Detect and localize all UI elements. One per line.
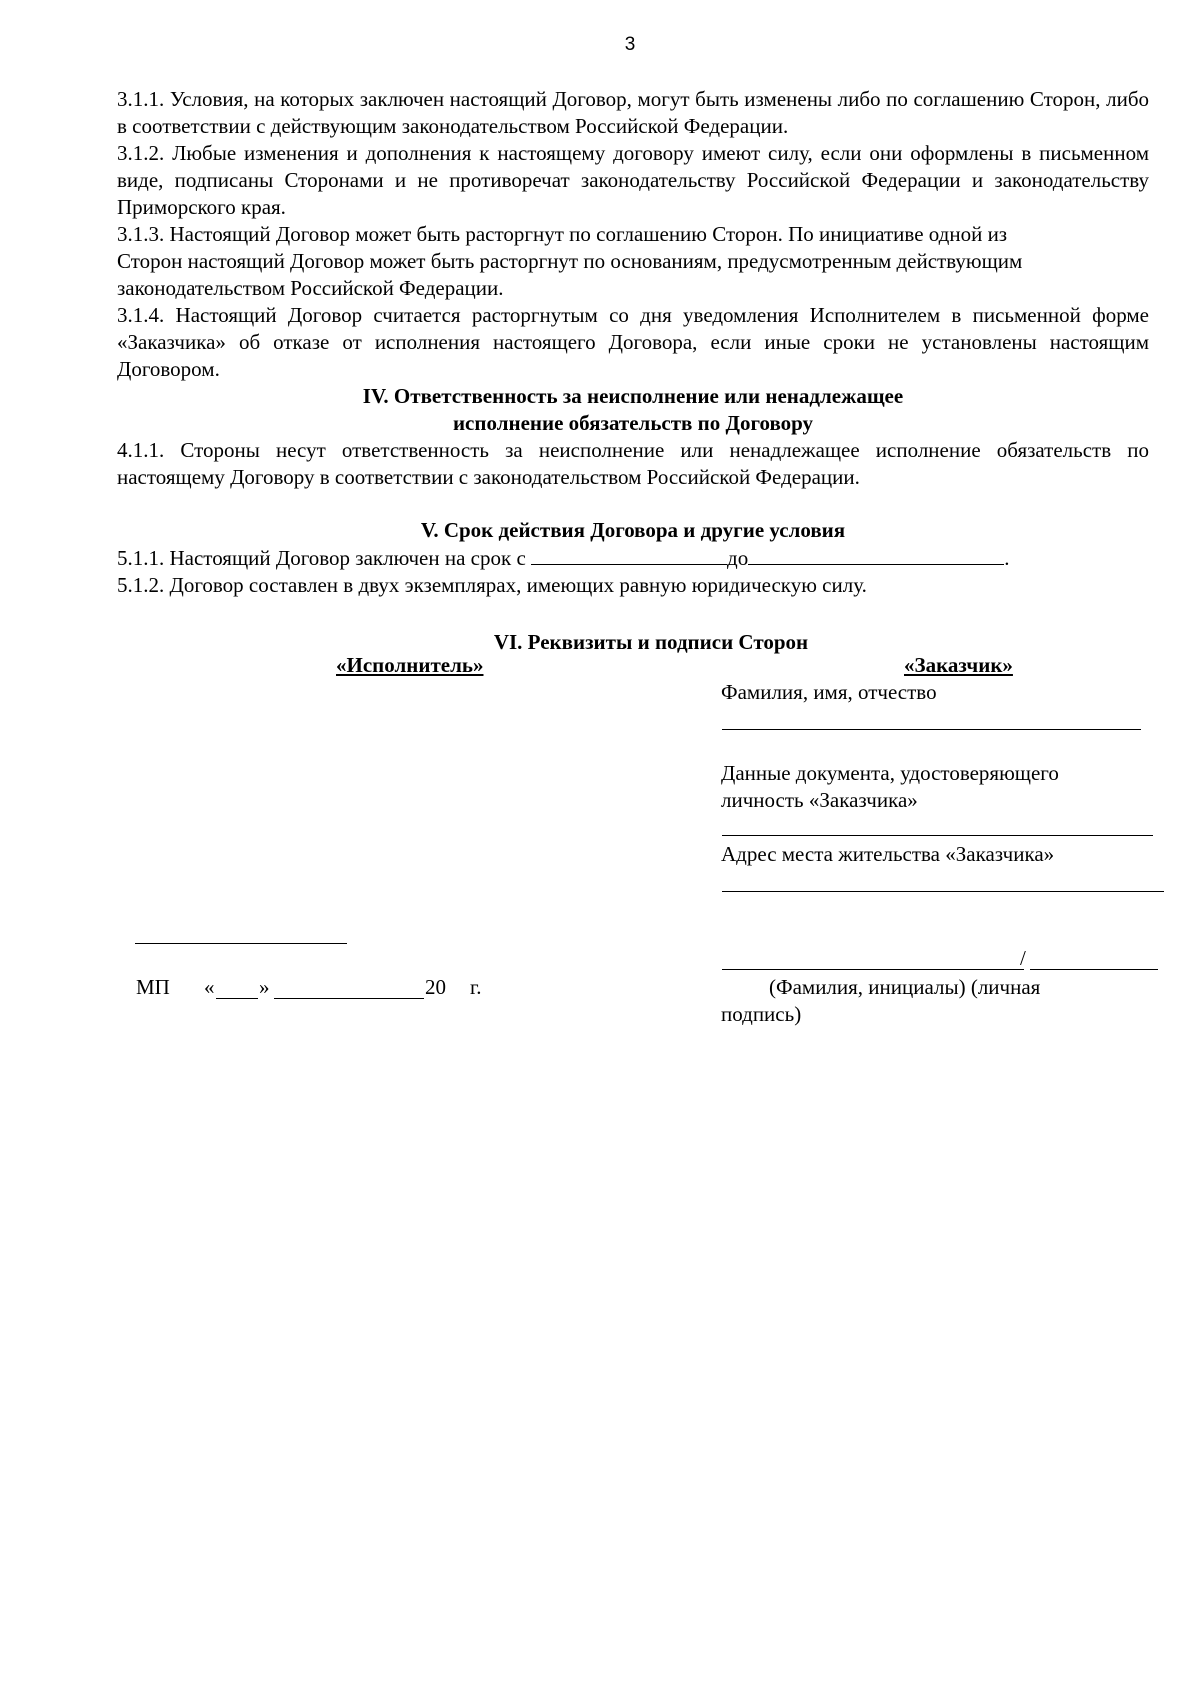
customer-label: «Заказчик» [904, 653, 1013, 677]
signature-caption-line2: подпись) [721, 1002, 802, 1026]
section-6-title: VI. Реквизиты и подписи Сторон [493, 630, 809, 654]
term-prefix: 5.1.1. Настоящий Договор заключен на срок с [117, 546, 526, 570]
section-4-title-line1: IV. Ответственность за неисполнение или ненадлежащее [362, 384, 904, 408]
clause-3-1-1: 3.1.1. Условия, на которых заключен настоящий Договор, могут быть изменены либо по соглашению Сторон, либо в соответствии с действующим законодательством Российской Федерации. [117, 87, 1149, 138]
date-close-quote: » [259, 975, 270, 999]
date-open-quote: « [204, 975, 215, 999]
signature-caption-line1: (Фамилия, инициалы) (личная [769, 975, 1041, 999]
spacer [117, 599, 1149, 629]
address-label: Адрес места жительства «Заказчика» [721, 842, 1055, 866]
date-day-blank[interactable] [216, 998, 258, 999]
section-5-title: V. Срок действия Договора и другие условия [420, 518, 846, 542]
fio-line[interactable] [722, 729, 1141, 730]
document-body [117, 86, 1149, 656]
page-number: 3 [624, 34, 636, 55]
date-month-blank[interactable] [274, 998, 424, 999]
stamp-mp: МП [136, 975, 170, 999]
clause-4-1-1: 4.1.1. Стороны несут ответственность за неисполнение или ненадлежащее исполнение обязательств по настоящему Договору в соответствии с законодательством Российской Федерации. [117, 438, 1149, 489]
clause-3-1-3-line1: 3.1.3. Настоящий Договор может быть расторгнут по соглашению Сторон. По инициативе одной из [117, 222, 1008, 246]
doc-line[interactable] [722, 835, 1153, 836]
clause-5-1-1 [117, 544, 1149, 572]
fio-label: Фамилия, имя, отчество [721, 680, 937, 704]
clause-3-1-2: 3.1.2. Любые изменения и дополнения к настоящему договору имеют силу, если они оформлены в письменном виде, подписаны Сторонами и не противоречат законодательству Российской Федерации и законодательству Приморского края. [117, 141, 1149, 219]
date-year-suffix: г. [470, 975, 482, 999]
term-mid: до [727, 546, 749, 570]
clause-3-1-3-line2: Сторон настоящий Договор может быть расторгнут по основаниям, предусмотренным действующим [117, 249, 1023, 273]
term-start-blank[interactable] [531, 544, 727, 565]
section-4-title-line2: исполнение обязательств по Договору [452, 411, 814, 435]
term-end: . [1004, 546, 1010, 570]
address-line[interactable] [722, 891, 1164, 892]
executor-label: «Исполнитель» [336, 653, 484, 677]
customer-signature-line[interactable] [1030, 969, 1158, 970]
date-year: 20 [425, 975, 446, 999]
clause-5-1-2: 5.1.2. Договор составлен в двух экземплярах, имеющих равную юридическую силу. [117, 573, 867, 597]
spacer [117, 491, 1149, 517]
customer-name-line[interactable] [722, 969, 1024, 970]
doc-label-line2: личность «Заказчика» [721, 788, 918, 812]
clause-3-1-3-line3: законодательством Российской Федерации. [117, 276, 504, 300]
term-end-blank[interactable] [748, 544, 1004, 565]
doc-label-line1: Данные документа, удостоверяющего [721, 761, 1059, 785]
signature-slash: / [1020, 946, 1026, 970]
clause-3-1-4: 3.1.4. Настоящий Договор считается расторгнутым со дня уведомления Исполнителем в письменной форме «Заказчика» об отказе от исполнения настоящего Договора, если иные сроки не установлены настоящим Договором. [117, 303, 1149, 381]
executor-signature-line[interactable] [135, 943, 347, 944]
